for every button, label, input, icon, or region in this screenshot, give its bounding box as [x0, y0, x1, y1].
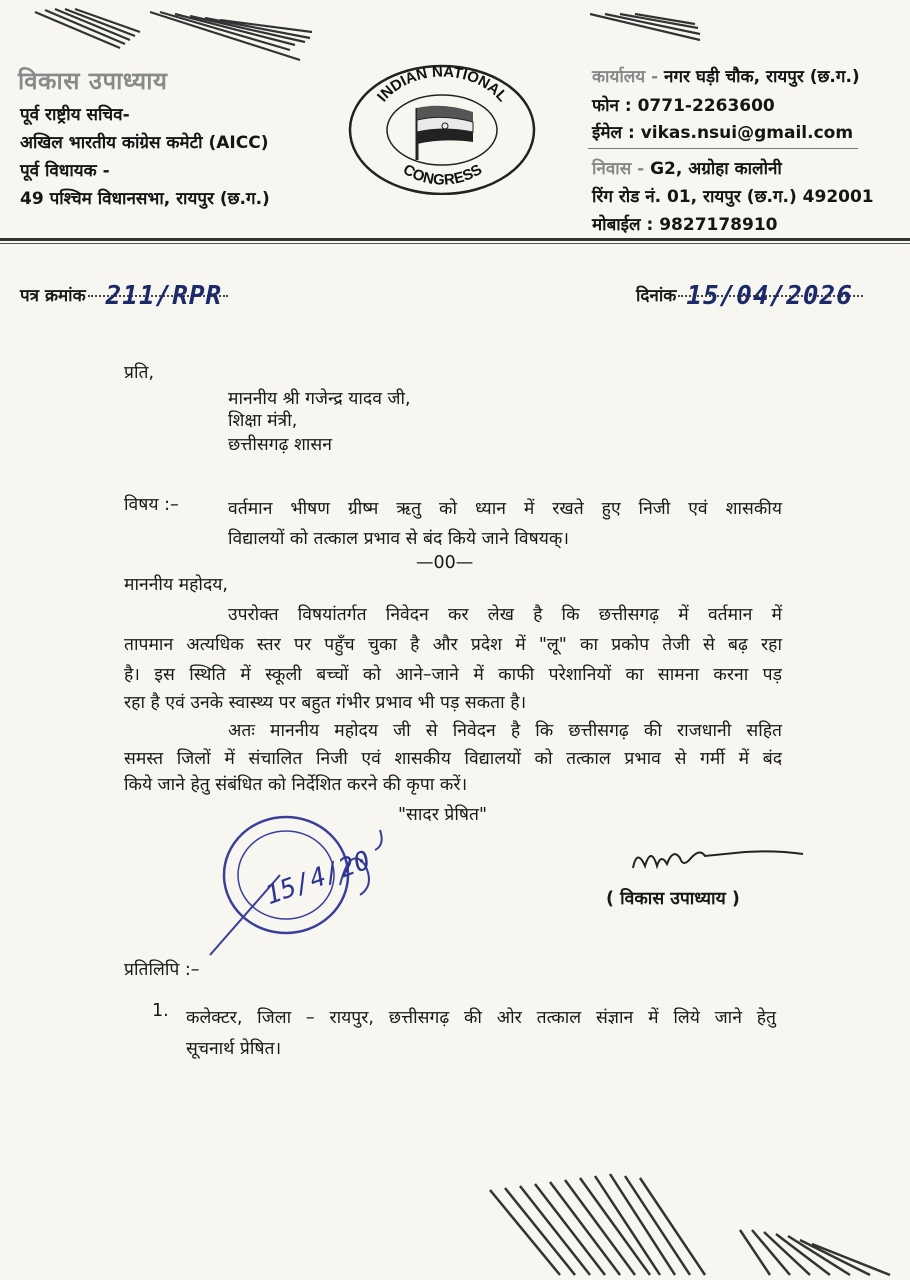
email-label: ईमेल : [592, 123, 635, 143]
letterhead-name: विकास उपाध्याय [18, 67, 168, 95]
svg-text:INDIAN NATIONAL [374, 63, 511, 105]
subject-line-2: विद्यालयों को तत्काल प्रभाव से बंद किये जाने विषयक्। [228, 529, 569, 549]
subject-line-1: वर्तमान भीषण ग्रीष्म ऋतु को ध्यान में रखते हुए निजी एवं शासकीय [228, 499, 782, 519]
addressee-line-2: शिक्षा मंत्री, [228, 411, 298, 431]
logo-bottom-text: CONGRESS [399, 161, 486, 189]
copy-label: प्रतिलिपि :– [124, 960, 200, 980]
addressee-line-1: माननीय श्री गजेन्द्र यादव जी, [228, 389, 411, 409]
mobile-value: 9827178910 [659, 215, 778, 235]
residence [592, 156, 782, 179]
bottom-decoration [0, 1170, 910, 1280]
para1-line-3: है। इस स्थिति में स्कूली बच्चों को आने–जाने में काफी परेशानियों का सामना करना पड़ [124, 665, 782, 685]
copy-item-line-1: कलेक्टर, जिला – रायपुर, छत्तीसगढ़ की ओर तत्काल संज्ञान में लिये जाने हेतु [186, 1008, 776, 1028]
para1-line-1: उपरोक्त विषयांतर्गत निवेदन कर लेख है कि छत्तीसगढ़ में वर्तमान में [228, 605, 782, 625]
closing: "सादर प्रेषित" [398, 805, 488, 825]
letterhead-title-1: पूर्व राष्ट्रीय सचिव- [20, 105, 130, 125]
copy-item-number: 1. [152, 1001, 169, 1021]
header-rule-top [0, 238, 910, 241]
header-rule-bottom [0, 243, 910, 244]
phone-value: 0771-2263600 [637, 96, 775, 116]
email-value: vikas.nsui@gmail.com [640, 123, 854, 143]
mobile [592, 212, 778, 235]
logo-top-text: INDIAN NATIONAL [373, 63, 511, 106]
date-value: 15/04/2026 [686, 281, 853, 311]
stamp-date: 15/4/20 [261, 845, 375, 912]
addressee-line-3: छत्तीसगढ़ शासन [228, 435, 332, 455]
reference-label: पत्र क्रमांक [20, 286, 86, 306]
residence-value: G2, अग्रोहा कालोनी [650, 159, 782, 179]
email [592, 120, 853, 143]
para1-line-2: तापमान अत्यधिक स्तर पर पहुँच चुका है और प्रदेश में "लू" का प्रकोप तेजी से बढ़ रहा [124, 635, 782, 655]
date-label: दिनांक [636, 286, 677, 306]
reference-number: 211/RPR [105, 281, 223, 311]
signatory-name: ( विकास उपाध्याय ) [606, 889, 740, 909]
para2-line-1: अतः माननीय महोदय जी से निवेदन है कि छत्तीसगढ़ की राजधानी सहित [228, 721, 782, 741]
signature-mark [625, 828, 805, 888]
office-label: कार्यालय - [592, 67, 659, 87]
residence-line-2: रिंग रोड नं. 01, रायपुर (छ.ग.) 492001 [592, 187, 874, 207]
phone-label: फोन : [592, 96, 632, 116]
letterhead-title-4: 49 पश्चिम विधानसभा, रायपुर (छ.ग.) [20, 189, 270, 209]
party-logo [345, 60, 540, 195]
to-label: प्रति, [124, 363, 155, 383]
header-divider [588, 148, 858, 149]
office-value: नगर घड़ी चौक, रायपुर (छ.ग.) [664, 67, 860, 87]
subject-label: विषय :– [124, 495, 179, 515]
phone [592, 93, 775, 116]
para1-line-4: रहा है एवं उनके स्वास्थ्य पर बहुत गंभीर प्रभाव भी पड़ सकता है। [124, 693, 527, 713]
svg-text:CONGRESS [400, 161, 485, 189]
para2-line-3: किये जाने हेतु संबंधित को निर्देशित करने की कृपा करें। [124, 775, 468, 795]
logo-text [345, 60, 540, 195]
subject-separator: —00— [416, 553, 474, 573]
copy-item-line-2: सूचनार्थ प्रेषित। [186, 1039, 282, 1059]
mobile-label: मोबाईल : [592, 215, 654, 235]
residence-label: निवास - [592, 159, 645, 179]
office-address [592, 64, 860, 87]
reference-line [20, 281, 228, 311]
receipt-stamp [200, 805, 390, 965]
salutation: माननीय महोदय, [124, 575, 228, 595]
letterhead-title-3: पूर्व विधायक - [20, 161, 110, 181]
date-line [636, 281, 863, 311]
para2-line-2: समस्त जिलों में संचालित निजी एवं शासकीय विद्यालयों को तत्काल प्रभाव से गर्मी में बंद [124, 749, 782, 769]
letterhead-title-2: अखिल भारतीय कांग्रेस कमेटी (AICC) [20, 133, 269, 153]
